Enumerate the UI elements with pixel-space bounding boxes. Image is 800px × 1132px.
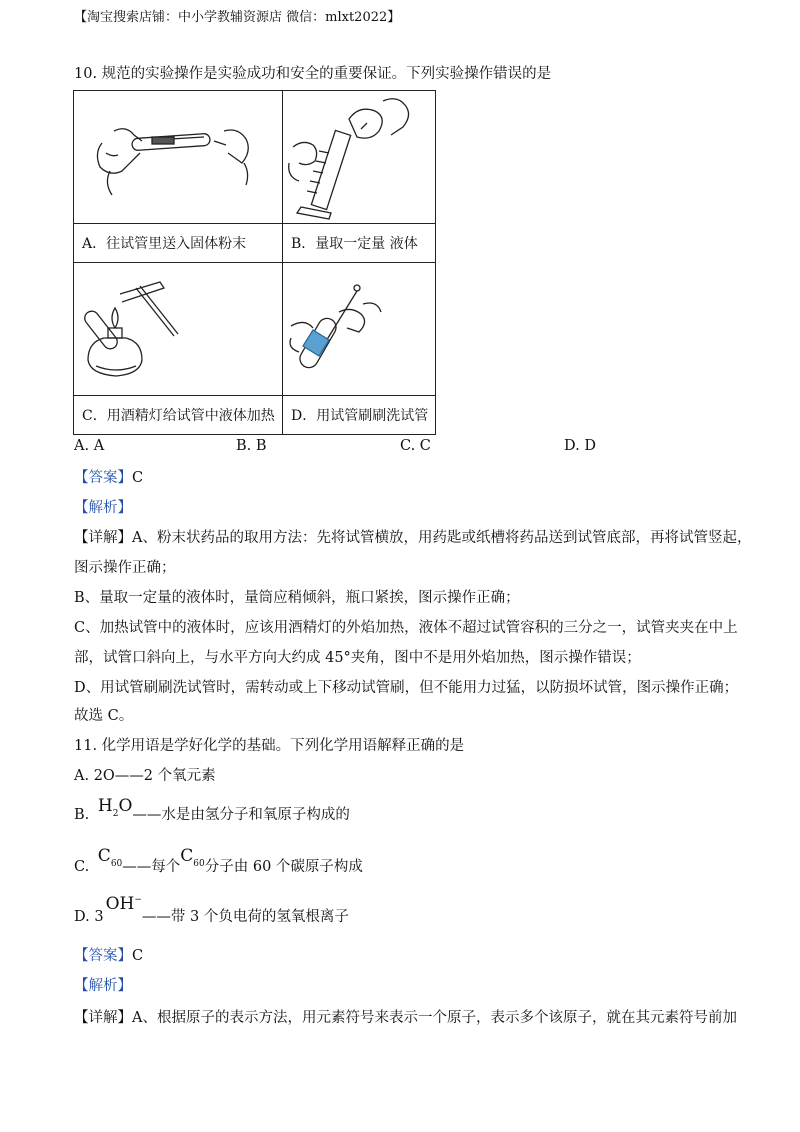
formula-c: C: [97, 846, 111, 866]
formula-sup-minus: −: [134, 895, 142, 905]
c60-formula: [97, 846, 123, 869]
q11-c-label: C.: [74, 859, 90, 875]
q11-c-text-1: ——每个: [122, 859, 181, 875]
q10-option-c[interactable]: C. C: [400, 438, 431, 454]
q11-stem: 11. 化学用语是学好化学的基础。下列化学用语解释正确的是: [74, 738, 465, 754]
caption-d: D．用试管刷刷洗试管: [283, 396, 436, 435]
q11-b-label: B.: [74, 807, 90, 823]
water-formula: [97, 796, 133, 819]
c60-formula-2: [180, 846, 205, 869]
q11-option-b[interactable]: [74, 796, 350, 827]
q11-answer: C: [132, 948, 144, 964]
hydroxide-formula: [106, 894, 142, 914]
experiment-table: [73, 90, 436, 435]
q10-option-a[interactable]: A. A: [74, 438, 105, 454]
q11-b-text: ——水是由氢分子和氧原子构成的: [132, 807, 350, 823]
q10-answer-line: [74, 468, 143, 488]
q10-analysis-tag: 【解析】: [74, 500, 132, 516]
formula-sub-60: 60: [110, 859, 123, 869]
q10-detail-4: C、加热试管中的液体时，应该用酒精灯的外焰加热，液体不超过试管容积的三分之一，试管夹夹在中上: [74, 620, 738, 636]
formula-sub-2: 2: [112, 809, 119, 819]
answer-tag-2: 【答案】: [74, 948, 132, 964]
caption-b: B．量取一定量 液体: [283, 224, 436, 263]
q11-detail-1: A、根据原子的表示方法，用元素符号来表示一个原子，表示多个该原子，就在其元素符号前加: [132, 1010, 737, 1026]
q10-detail-line-1: [74, 528, 751, 548]
formula-o: O: [118, 796, 133, 816]
caption-a: A．往试管里送入固体粉末: [74, 224, 283, 263]
q10-stem: 10. 规范的实验操作是实验成功和安全的重要保证。下列实验操作错误的是: [74, 66, 552, 82]
formula-c-2: C: [180, 846, 194, 866]
tube-brush-illustration: [283, 276, 435, 382]
image-c-cell: [74, 263, 283, 396]
q10-option-b[interactable]: B. B: [236, 438, 267, 454]
image-d-cell: [283, 263, 436, 396]
formula-sub-60-2: 60: [193, 859, 205, 869]
q10-detail-1: A、粉末状药品的取用方法：先将试管横放，用药匙或纸槽将药品送到试管底部，再将试管竖起，: [132, 530, 752, 546]
formula-oh: OH: [105, 894, 135, 914]
q10-option-d[interactable]: D. D: [564, 438, 596, 454]
caption-c: C．用酒精灯给试管中液体加热: [74, 396, 283, 435]
powder-into-tube-illustration: [74, 91, 282, 223]
q10-detail-3: B、量取一定量的液体时，量筒应稍倾斜，瓶口紧挨，图示操作正确；: [74, 590, 520, 606]
q10-detail-7: 故选 C。: [74, 708, 134, 724]
q11-d-label: D. 3: [74, 909, 104, 925]
q10-detail-2: 图示操作正确；: [74, 560, 176, 576]
q11-detail-line-1: [74, 1008, 737, 1028]
q11-option-a[interactable]: A. 2O——2 个氧元素: [74, 768, 216, 784]
image-b-cell: [283, 91, 436, 224]
alcohol-lamp-heating-illustration: [74, 276, 282, 382]
detail-tag-2: 【详解】: [74, 1010, 132, 1026]
detail-tag: 【详解】: [74, 530, 132, 546]
answer-tag: 【答案】: [74, 470, 132, 486]
q11-d-text: ——带 3 个负电荷的氢氧根离子: [141, 909, 349, 925]
q11-option-c[interactable]: [74, 846, 363, 879]
q11-c-text-2: 分子由 60 个碳原子构成: [204, 859, 363, 875]
q11-analysis-tag: 【解析】: [74, 978, 132, 994]
q11-answer-line: [74, 946, 143, 966]
q10-detail-5: 部，试管口斜向上，与水平方向大约成 45°夹角，图中不是用外焰加热，图示操作错误；: [74, 650, 641, 666]
store-header: 【淘宝搜索店铺：中小学教辅资源店 微信：mlxt2022】: [74, 10, 401, 25]
q10-answer: C: [132, 470, 144, 486]
image-a-cell: [74, 91, 283, 224]
q11-option-d[interactable]: [74, 894, 349, 929]
q10-detail-6: D、用试管刷刷洗试管时，需转动或上下移动试管刷，但不能用力过猛，以防损坏试管，图示操作正确；: [74, 680, 739, 696]
measure-liquid-illustration: [283, 91, 435, 223]
formula-h: H: [97, 796, 113, 816]
